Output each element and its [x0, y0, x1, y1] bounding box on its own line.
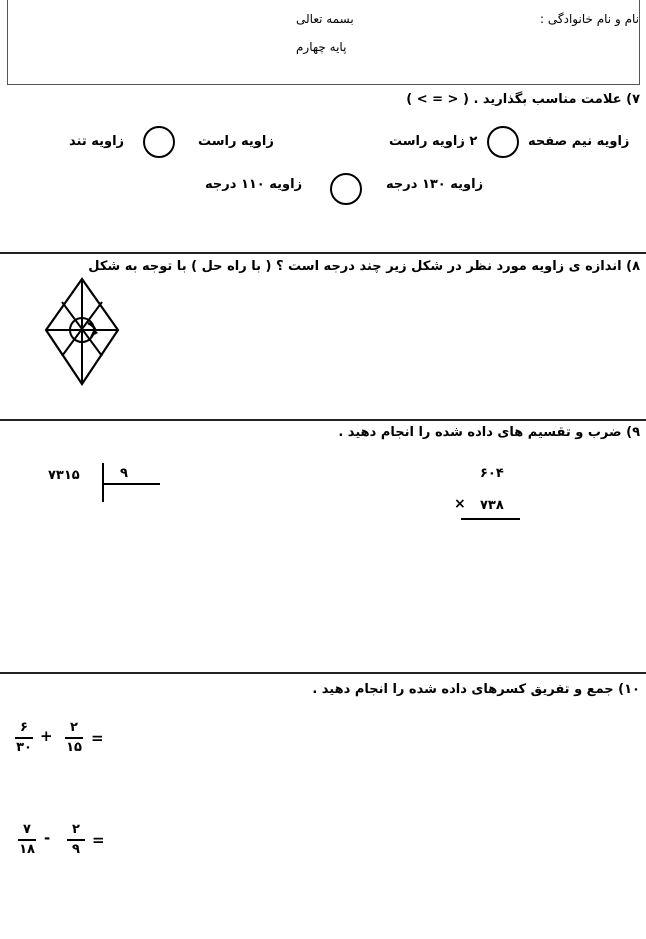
plus-sign: +: [40, 727, 53, 745]
fraction-bar: [15, 737, 33, 739]
fraction: [15, 822, 39, 858]
bismillah: بسمه تعالی: [296, 12, 354, 26]
division-horizontal-line: [102, 483, 160, 485]
equals-sign: =: [91, 729, 104, 747]
times-sign: ×: [454, 496, 466, 512]
denominator: ۹: [72, 841, 80, 857]
numerator: ۷: [23, 822, 31, 837]
multiplier: ۷۳۸: [480, 498, 504, 513]
q10-title: ۱۰) جمع و تفریق کسرهای داده شده را انجام دهید .: [312, 682, 640, 697]
fraction-bar: [67, 839, 85, 841]
denominator: ۳۰: [16, 739, 32, 755]
minus-sign: -: [44, 829, 51, 847]
rhombus-figure: [42, 276, 122, 388]
section-divider: [0, 672, 646, 674]
answer-circle[interactable]: [330, 173, 362, 205]
q9-title: ۹) ضرب و تقسیم های داده شده را انجام دهید .: [338, 425, 640, 440]
multiplication-line: [461, 518, 520, 520]
q7-r1-right-compare: ۲ زاویه راست: [389, 134, 478, 149]
q7-title: ۷) علامت مناسب بگذارید . ( < = > ): [406, 92, 640, 107]
divisor: ۹: [120, 466, 128, 481]
section-divider: [0, 419, 646, 421]
fraction-bar: [65, 737, 83, 739]
q7-r2-item: زاویه ۱۳۰ درجه: [386, 177, 484, 192]
numerator: ۲: [70, 720, 78, 735]
q7-r1-right-item: زاویه نیم صفحه: [528, 134, 630, 149]
dividend: ۷۳۱۵: [48, 468, 80, 483]
denominator: ۱۵: [66, 739, 82, 755]
numerator: ۶: [20, 720, 28, 735]
multiplicand: ۶۰۴: [480, 466, 504, 481]
denominator: ۱۸: [19, 841, 35, 857]
q7-r1-left-item: زاویه راست: [198, 134, 274, 149]
q8-title: ۸) اندازه ی زاویه مورد نظر در شکل زیر چند درجه است ؟ ( با راه حل ) با توجه به شکل: [88, 259, 640, 274]
answer-circle[interactable]: [487, 126, 519, 158]
equals-sign: =: [92, 831, 105, 849]
numerator: ۲: [72, 822, 80, 837]
fraction: [64, 822, 88, 858]
q7-r2-compare: زاویه ۱۱۰ درجه: [205, 177, 303, 192]
answer-circle[interactable]: [143, 126, 175, 158]
fraction: [62, 720, 86, 756]
fraction-bar: [18, 839, 36, 841]
grade-label: پایه چهارم: [296, 40, 347, 54]
name-label: نام و نام خانوادگی :: [540, 12, 639, 26]
q7-r1-left-compare: زاویه تند: [69, 134, 125, 149]
fraction: [12, 720, 36, 756]
section-divider: [0, 252, 646, 254]
